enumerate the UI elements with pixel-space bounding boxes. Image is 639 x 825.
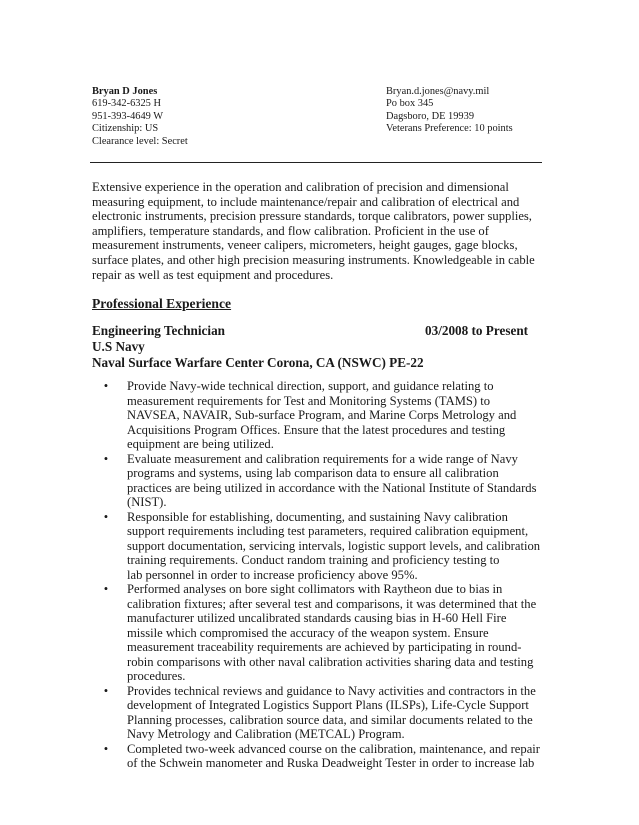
- bullet-line: equipment are being utilized.: [127, 437, 274, 451]
- contact-block-left: [92, 86, 188, 148]
- bullet-line: support requirements including test parameters, required calibration equipment,: [127, 524, 529, 538]
- summary-line: measuring equipment, to include maintenance/repair and calibration of electrical and: [92, 194, 520, 209]
- summary-paragraph: [92, 180, 542, 282]
- bullet-line: Performed analyses on bore sight collimators with Raytheon due to bias in: [127, 582, 503, 596]
- bullet-line: NAVSEA, NAVAIR, Sub-surface Program, and Marine Corps Metrology and: [127, 408, 517, 422]
- bullet-line: training requirements. Conduct random training and proficiency testing to: [127, 553, 500, 567]
- list-item: [100, 582, 550, 684]
- bullet-line: development of Integrated Logistics Support Plans (ILSPs), Life-Cycle Support: [127, 698, 529, 712]
- bullet-icon: •: [103, 451, 109, 466]
- summary-line: measurement instruments, veneer calipers, micrometers, height gauges, gage blocks,: [92, 238, 518, 253]
- bullet-line: lab personnel in order to increase proficiency above 95%.: [127, 567, 418, 582]
- bullet-line: Evaluate measurement and calibration requirements for a wide range of Navy: [127, 451, 518, 466]
- bullet-icon: •: [103, 582, 109, 596]
- summary-line: repair as well as test equipment and procedures.: [92, 267, 334, 282]
- contact-citizenship: Citizenship: US: [92, 123, 159, 135]
- bullet-icon: •: [103, 509, 109, 524]
- list-item: [100, 742, 550, 771]
- contact-clearance: Clearance level: Secret: [92, 135, 188, 147]
- section-title-professional-experience: Professional Experience: [92, 296, 232, 311]
- job-dates: 03/2008 to Present: [425, 323, 529, 338]
- bullet-line: practices are being utilized in accordance with the National Institute of Standards: [127, 480, 537, 495]
- contact-phone-home: 619-342-6325 H: [92, 98, 161, 110]
- bullet-line: manufacturer utilized uncalibrated standards causing bias in H-60 Hell Fire: [127, 611, 507, 625]
- list-item: [100, 684, 550, 742]
- bullet-line: (NIST).: [127, 495, 167, 509]
- contact-name: Bryan D Jones: [92, 86, 158, 97]
- job-title: Engineering Technician: [92, 323, 226, 338]
- bullet-line: Provides technical reviews and guidance to Navy activities and contractors in the: [127, 683, 536, 698]
- contact-city-state-zip: Dagsboro, DE 19939: [386, 110, 475, 122]
- bullet-line: Completed two-week advanced course on the calibration, maintenance, and repair: [127, 741, 540, 756]
- list-item: [100, 379, 550, 452]
- list-item: [100, 452, 550, 510]
- contact-email: Bryan.d.jones@navy.mil: [386, 86, 490, 97]
- bullet-line: Provide Navy-wide technical direction, support, and guidance relating to: [127, 379, 494, 393]
- list-item: [100, 510, 550, 583]
- header-divider: [90, 162, 542, 163]
- contact-phone-work: 951-393-4649 W: [92, 110, 164, 122]
- bullet-line: measurement traceability requirements are achieved by participating in round-: [127, 640, 522, 654]
- bullet-line: missile which compromised the accuracy of the weapon system. Ensure: [127, 625, 489, 640]
- bullet-line: calibration fixtures; after several test and comparisons, it was determined that the: [127, 596, 537, 611]
- contact-block-right: [386, 86, 513, 136]
- bullet-line: Navy Metrology and Calibration (METCAL) Program.: [127, 727, 405, 741]
- bullet-line: Planning processes, calibration source data, and similar documents related to the: [127, 712, 533, 727]
- bullet-icon: •: [103, 741, 109, 756]
- bullet-icon: •: [103, 683, 109, 698]
- bullet-icon: •: [103, 379, 109, 393]
- summary-line: surface plates, and other high precision measuring instruments. Knowledgeable in cable: [92, 252, 535, 267]
- job-location: Naval Surface Warfare Center Corona, CA (NSWC) PE-22: [92, 355, 424, 370]
- bullet-line: of the Schwein manometer and Ruska Deadweight Tester in order to increase lab: [127, 756, 535, 770]
- bullet-line: programs and systems, using lab comparison data to ensure all calibration: [127, 466, 499, 480]
- job-duties-list: [100, 379, 550, 771]
- summary-line: electronic instruments, precision pressure standards, torque calibrators, power supplies,: [92, 209, 532, 224]
- summary-line: amplifiers, temperature standards, and flow calibration. Proficient in the use of: [92, 223, 489, 238]
- bullet-line: Responsible for establishing, documenting, and sustaining Navy calibration: [127, 509, 508, 524]
- contact-veterans-preference: Veterans Preference: 10 points: [386, 123, 513, 135]
- bullet-line: Acquisitions Program Offices. Ensure that the latest procedures and testing: [127, 422, 506, 437]
- job-employer: U.S Navy: [92, 339, 145, 354]
- bullet-line: robin comparisons with other naval calibration activities sharing data and testing: [127, 654, 534, 669]
- bullet-line: measurement requirements for Test and Monitoring Systems (TAMS) to: [127, 393, 491, 408]
- summary-line: Extensive experience in the operation and calibration of precision and dimensional: [92, 180, 509, 194]
- bullet-line: procedures.: [127, 669, 186, 683]
- bullet-line: support documentation, servicing intervals, logistic support levels, and calibration: [127, 538, 541, 553]
- contact-po-box: Po box 345: [386, 98, 434, 110]
